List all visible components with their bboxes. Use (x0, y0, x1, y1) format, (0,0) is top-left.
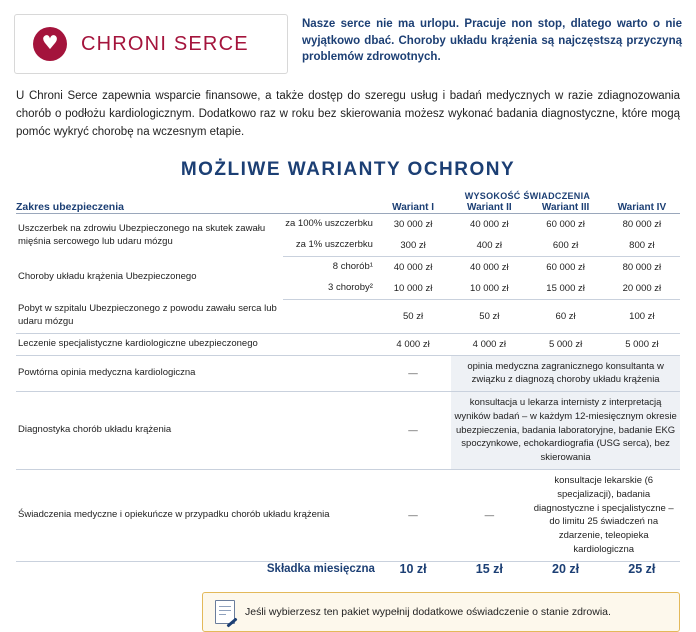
cell-value: 60 zł (527, 299, 603, 333)
cell-note: konsultacje lekarskie (6 specjalizacji), badania diagnostyczne i specjalistyczne – do limitu 25 świadczeń na zdarzenie, teleopieka kardiologiczna (527, 469, 680, 561)
cell-dash: — (375, 355, 451, 392)
cell-value: 15 000 zł (527, 278, 603, 299)
cell-value: 100 zł (604, 299, 680, 333)
cell-value: 40 000 zł (470, 261, 509, 273)
cell-value: 10 000 zł (451, 278, 527, 299)
cell-value: 50 zł (375, 299, 451, 333)
variants-table (16, 191, 680, 575)
cell-value: 4 000 zł (451, 333, 527, 355)
table-row (16, 469, 680, 561)
section-title: MOŻLIWE WARIANTY OCHRONY (180, 159, 516, 181)
heart-shield-icon (33, 27, 67, 61)
premium-row (16, 561, 680, 576)
header-lede: Nasze serce nie ma urlopu. Pracuje non stop, dlatego warto o nie wyjątkowo dbać. Choroby układu krążenia są najczęstszą przyczyną problemów zdrowotnych. (302, 18, 682, 64)
cell-value: 80 000 zł (622, 219, 662, 231)
cell-dash: — (375, 392, 451, 470)
table-group-header-row (16, 191, 680, 201)
cell-value: 80 000 zł (622, 261, 662, 273)
table-row (16, 299, 680, 333)
premium-value-2: 15 zł (475, 561, 503, 576)
subline-label: za 1% uszczerbku (283, 235, 375, 256)
subline-label: za 100% uszczerbku (285, 218, 373, 230)
table-row (16, 333, 680, 355)
premium-value-4: 25 zł (628, 561, 656, 576)
row-label-uszczerbek: Uszczerbek na zdrowiu Ubezpieczonego na skutek zawału mięśnia sercowego lub udaru mózgu (18, 222, 266, 247)
cell-value: 50 zł (451, 299, 527, 333)
table-row (16, 214, 680, 235)
cell-dash: — (451, 469, 527, 561)
header (0, 0, 696, 74)
cell-value: 40 000 zł (470, 219, 509, 231)
cell-value: 4 000 zł (375, 333, 451, 355)
row-label-leczenie-specjalistyczne: Leczenie specjalistyczne kardiologiczne ubezpieczonego (16, 333, 283, 355)
subline-label (283, 299, 375, 333)
header-variant-1: Wariant I (392, 201, 434, 213)
table-row (16, 355, 680, 392)
cell-value: 60 000 zł (546, 261, 585, 273)
cell-value: 600 zł (527, 235, 603, 256)
header-variant-2: Wariant II (467, 201, 512, 213)
cell-value: 300 zł (375, 235, 451, 256)
cell-value: 800 zł (604, 235, 680, 256)
header-scope: Zakres ubezpieczenia (16, 201, 124, 214)
cell-value: 10 000 zł (375, 278, 451, 299)
health-declaration-text: Jeśli wybierzesz ten pakiet wypełnij dodatkowe oświadczenie o stanie zdrowia. (245, 605, 611, 618)
header-variant-4: Wariant IV (617, 201, 667, 213)
row-label-choroby-ukladu: Choroby układu krążenia Ubezpieczonego (18, 271, 197, 283)
product-logo (14, 14, 288, 74)
intro-paragraph: U Chroni Serce zapewnia wsparcie finansowe, a także dostęp do szeregu usług i badań medycznych w razie zdiagnozowania chorób o podłożu kardiologicznym. Dodatkowo raz w roku bez skierowania możesz wykonać badania diagnostyczne, które mogą pomóc wykryć chorobę na wczesnym etapie. (16, 90, 680, 138)
cell-value: 30 000 zł (393, 219, 433, 231)
cell-dash: — (375, 469, 451, 561)
premium-label: Składka miesięczna (266, 562, 375, 575)
document-pen-icon (215, 600, 235, 624)
table-header-row (16, 201, 680, 214)
subline-label (283, 333, 375, 355)
cell-value: 60 000 zł (546, 219, 585, 231)
cell-value: 40 000 zł (393, 261, 433, 273)
product-name: CHRONI SERCE (81, 32, 249, 55)
subline-label: 8 chorób¹ (332, 261, 373, 273)
header-variant-3: Wariant III (541, 201, 590, 213)
cell-value: 20 000 zł (604, 278, 680, 299)
row-label-diagnostyka: Diagnostyka chorób układu krążenia (16, 392, 375, 470)
cell-value: 5 000 zł (527, 333, 603, 355)
group-header-benefit-amount: WYSOKOŚĆ ŚWIADCZENIA (464, 191, 591, 202)
table-row (16, 392, 680, 470)
heart-shield-glyph: ♥ (41, 32, 59, 55)
premium-value-1: 10 zł (399, 561, 427, 576)
table-row (16, 257, 680, 278)
cell-value: 5 000 zł (604, 333, 680, 355)
variants-table-wrap (0, 191, 696, 575)
row-label-pobyt-w-szpitalu: Pobyt w szpitalu Ubezpieczonego z powodu zawału serca lub udaru mózgu (16, 299, 283, 333)
cell-value: 400 zł (451, 235, 527, 256)
subline-label: 3 choroby² (283, 278, 375, 299)
health-declaration-note (202, 592, 680, 632)
row-label-swiadczenia-medyczne: Świadczenia medyczne i opiekuńcze w przypadku chorób układu krążenia (16, 469, 375, 561)
cell-note: konsultacja u lekarza internisty z interpretacją wyników badań – w każdym 12-miesięcznym okresie ubezpieczenia, badania laboratoryjne, badanie EKG spoczynkowe, echokardiografia (USG serca), bez skierowania (451, 392, 680, 470)
cell-note: opinia medyczna zagranicznego konsultanta w związku z diagnozą choroby układu krążenia (451, 355, 680, 392)
premium-value-3: 20 zł (552, 561, 580, 576)
row-label-powtorna-opinia: Powtórna opinia medyczna kardiologiczna (16, 355, 375, 392)
